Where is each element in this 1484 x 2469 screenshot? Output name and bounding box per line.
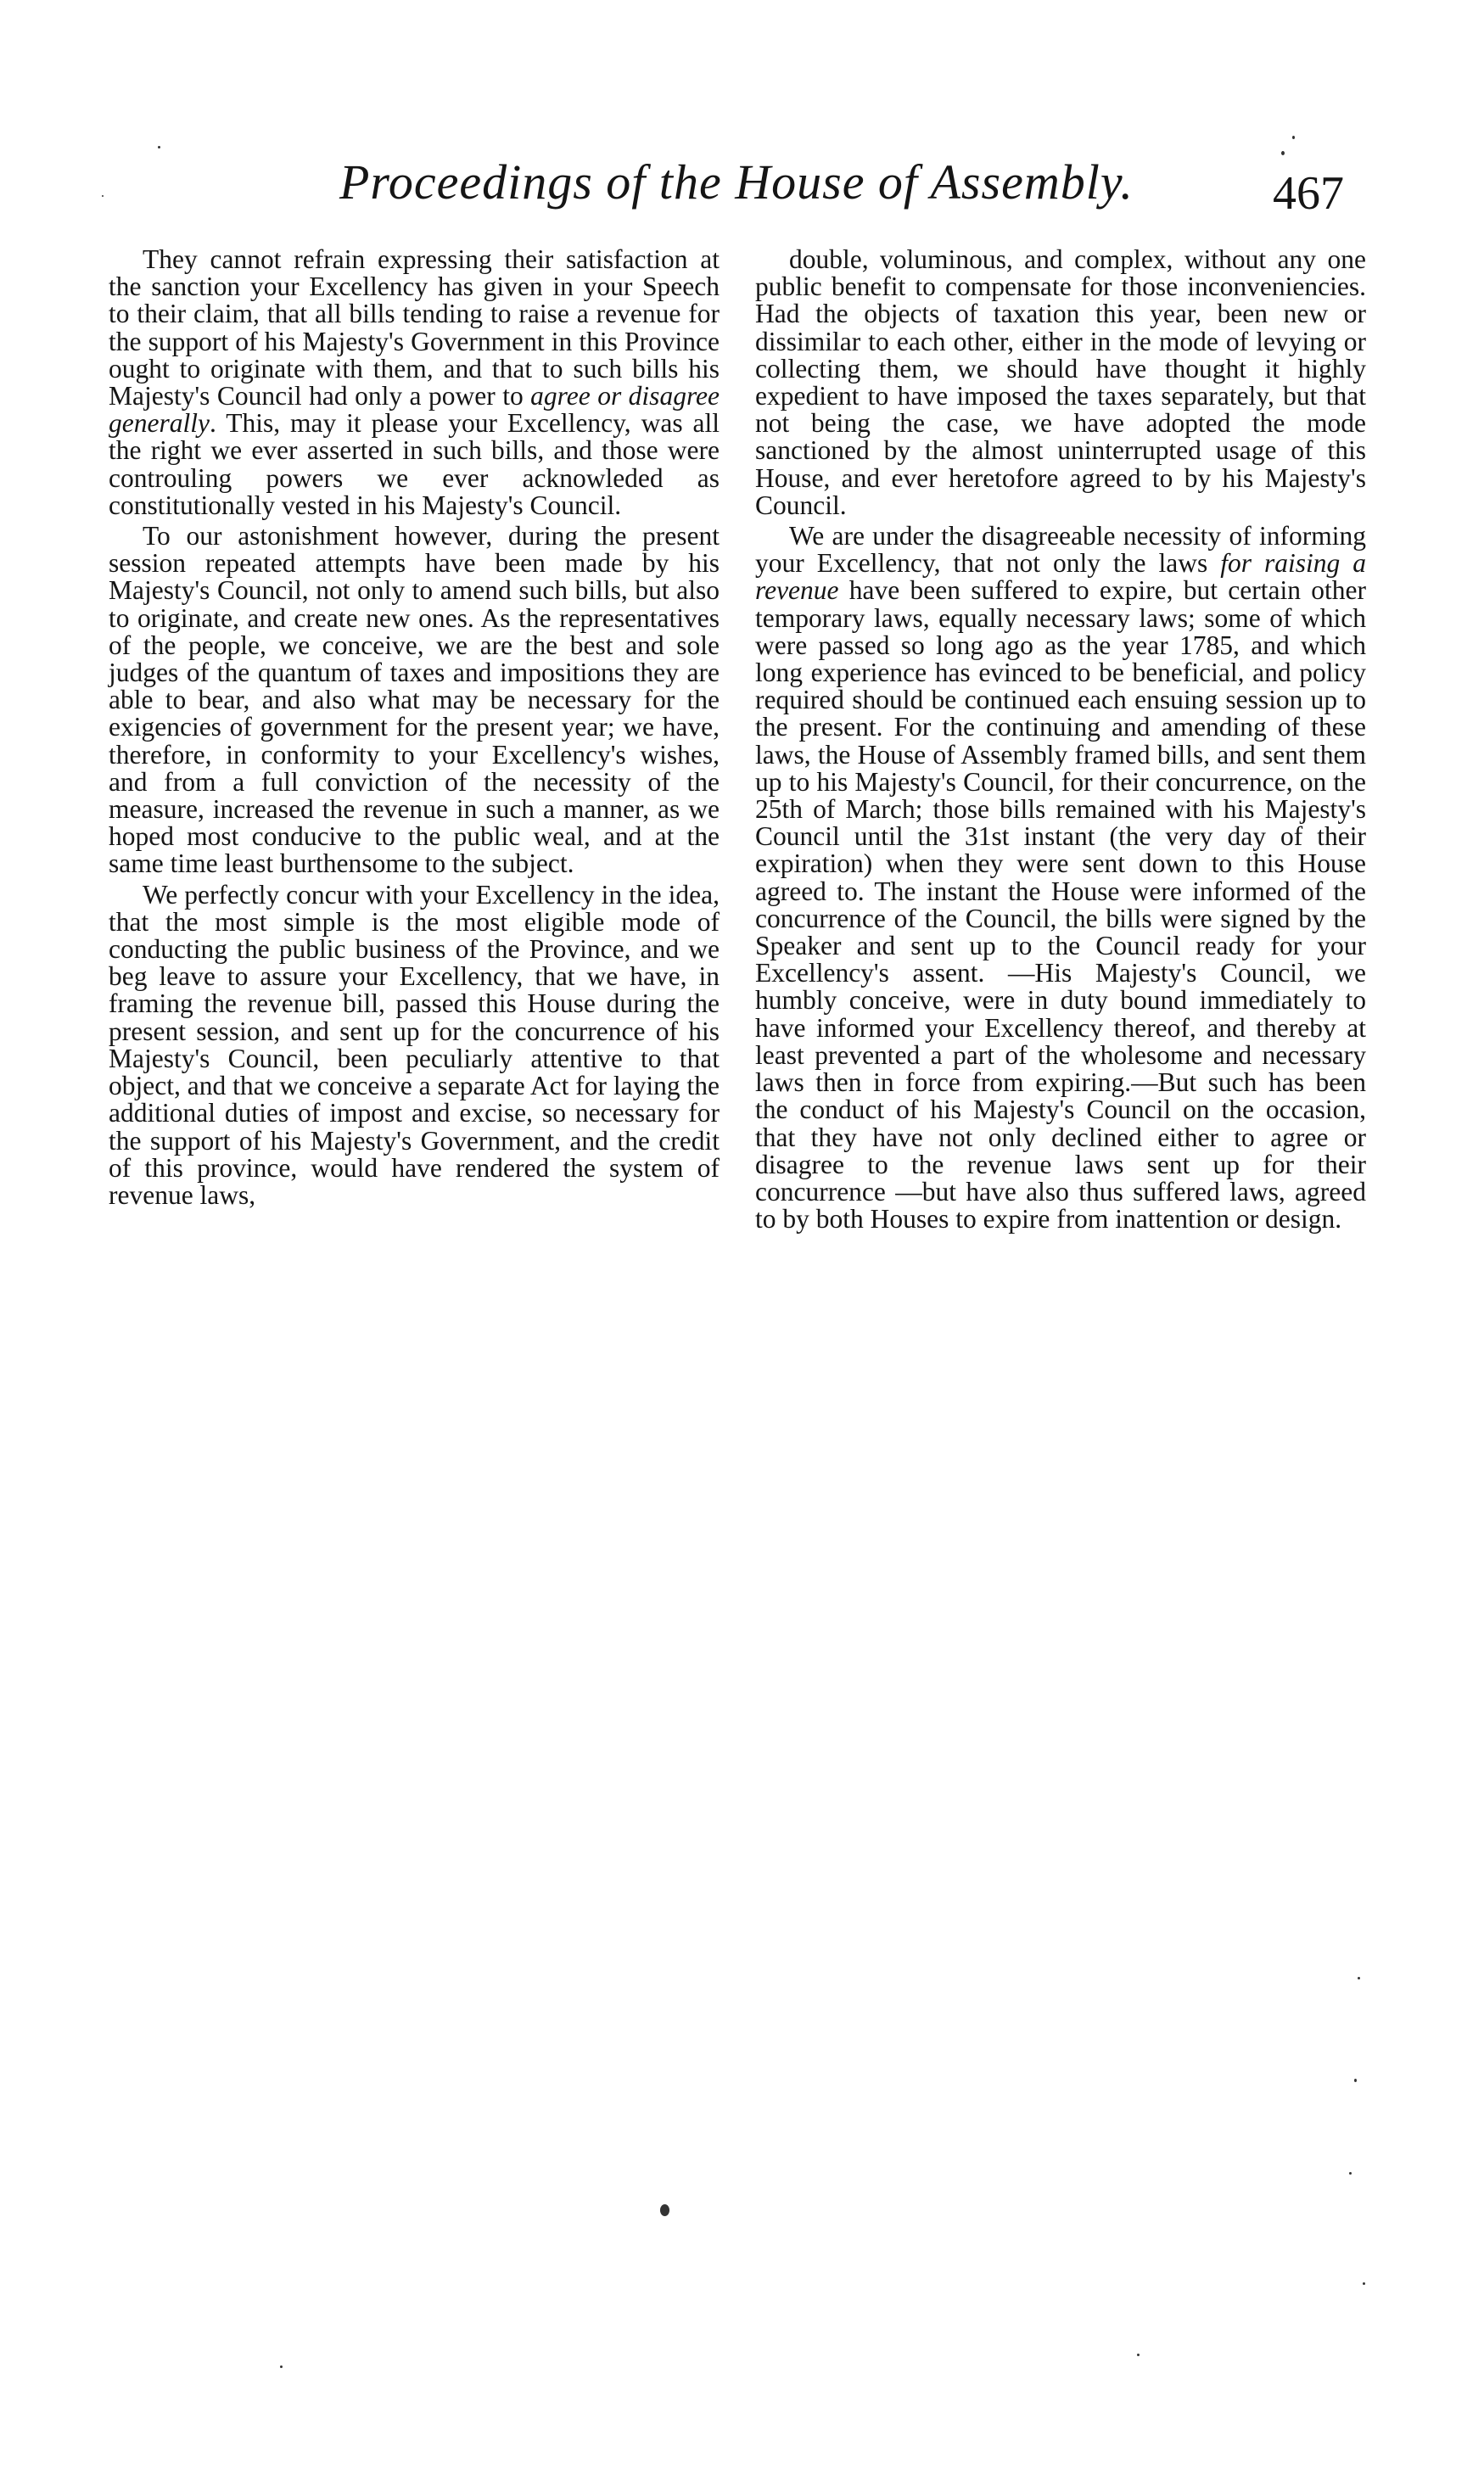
left-p1-italic-phrase: agree or disagree generally [109, 381, 720, 439]
right-p2-italic-phrase: for raising a revenue [755, 548, 1367, 606]
left-paragraph-2: To our astonishment however, during the present session repeated attempts have been made by his Majesty's Council, not only to amend such bills, but also to originate, and create new ones. As the representatives of the people, we conceive, we are the best and sole judges of the quantum of taxes and impositions they are able to bear, and also what may be necessary for the exigencies of government for the present year; we have, therefore, in conformity to your Excellency's wishes, and from a full conviction of the necessity of the measure, increased the revenue in such a manner, as we hoped most conducive to the public weal, and at the same time least burthensome to the subject. [109, 521, 720, 879]
ink-speck [158, 146, 160, 148]
running-title: Proceedings of the House of Assembly. [339, 154, 1134, 210]
right-p2-text-after: have been suffered to expire, but certain other temporary laws, equally necessary laws; some of which were passed so long ago as the year 1785, and which long experience has evinced to be beneficial, and policy required should be continued each ensuing session up to the present. For the continuing and amending of these laws, the House of Assembly framed bills, and sent them up to his Majesty's Council, for their concurrence, on the 25th of March; those bills remained with his Majesty's Council until the 31st instant (the very day of their expiration) when they were sent down to this House agreed to. The instant the House were informed of the concurrence of the Council, the bills were signed by the Speaker and sent up to the Council ready for your Excellency's assent. —His Majesty's Council, we humbly conceive, were in duty bound immediately to have informed your Excellency thereof, and thereby at least prevented a part of the wholesome and necessary laws then in force from expiring.—But such has been the conduct of his Majesty's Council on the occasion, that they have not only declined either to agree or disagree to the revenue laws sent up for their concurrence —but have also thus suffered laws, agreed to by both Houses to expire from inattention or design. [755, 575, 1366, 1234]
ink-speck [660, 2204, 669, 2216]
ink-speck [1281, 151, 1285, 155]
left-paragraph-1 [109, 246, 720, 519]
ink-speck [1363, 2282, 1365, 2285]
ink-speck [1292, 136, 1295, 139]
left-column [109, 246, 720, 1209]
left-p1-text-before: They cannot refrain expressing their satisfaction at the sanction your Excellency has given in your Speech to their claim, that all bills tending to raise a revenue for the support of his Majesty's Government in this Province ought to originate with them, and that to such bills his Majesty's Council had only a power to [109, 244, 720, 412]
right-paragraph-2 [755, 523, 1366, 1233]
ink-speck [280, 2365, 283, 2368]
left-p1-text-after: . This, may it please your Excellency, was all the right we ever asserted in such bills, and those were controuling powers we ever acknowleded as constitutionally vested in his Majesty's Council. [109, 408, 720, 520]
right-paragraph-1: double, voluminous, and complex, without any one public benefit to compensate for those inconveniencies. Had the objects of taxation this year, been new or dissimilar to each other, either in the mode of levying or collecting them, we should have thought it highly expedient to have imposed the taxes separately, but that not being the case, we have adopted the mode sanctioned by the almost uninterrupted usage of this House, and ever heretofore agreed to by his Majesty's Council. [755, 244, 1366, 520]
ink-speck [1358, 1977, 1360, 1979]
ink-speck [1354, 2079, 1357, 2082]
right-p2-text-before: We are under the disagreeable necessity of informing your Excellency, that not only the laws [755, 521, 1366, 579]
ink-speck [1137, 2354, 1140, 2356]
ink-speck [102, 195, 104, 197]
page-number: 467 [1273, 167, 1344, 220]
ink-speck [1349, 2172, 1352, 2175]
left-paragraph-3: We perfectly concur with your Excellency in the idea, that the most simple is the most eligible mode of conducting the public business of the Province, and we beg leave to assure your Excellency, that we have, in framing the revenue bill, passed this House during the present session, and sent up for the concurrence of his Majesty's Council, been peculiarly attentive to that object, and that we conceive a separate Act for laying the additional duties of impost and excise, so necessary for the support of his Majesty's Government, and the credit of this province, would have rendered the system of revenue laws, [109, 879, 720, 1210]
right-column [755, 246, 1366, 1233]
